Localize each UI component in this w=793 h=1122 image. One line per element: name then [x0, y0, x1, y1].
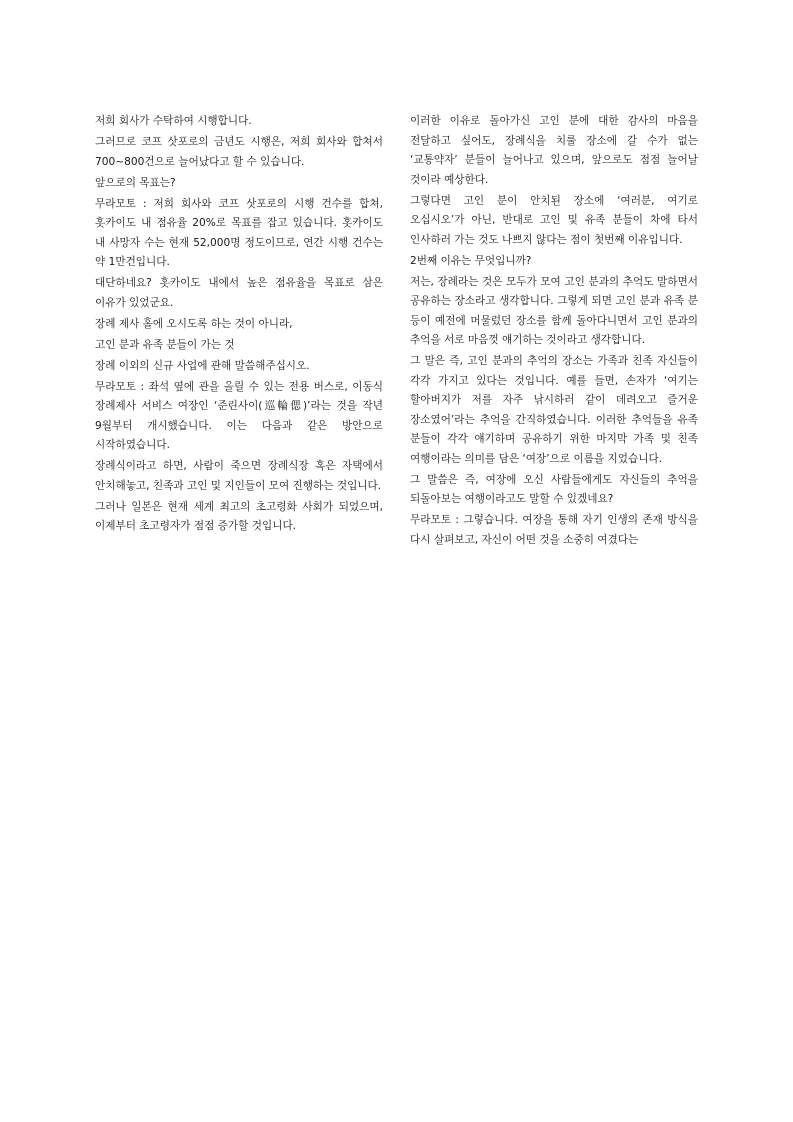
section-heading: 장례 제사 홀에 오시도록 하는 것이 아니라,: [95, 317, 293, 330]
question-heading: 2번째 이유는 무엇입니까?: [410, 254, 532, 267]
paragraph: 그러나 일본은 현재 세계 최고의 초고령화 사회가 되었으며, 이제부터 초고령자가 점점 증가할 것입니다.: [95, 500, 383, 532]
paragraph: 그렇다면 고인 분이 안치된 장소에 ‘여러분, 여기로 오십시오’가 아닌, 반대로 고인 및 유족 분들이 차에 타서 인사하러 가는 것도 나쁘지 않다는 점이 첫번째 이유입니다.: [410, 194, 698, 246]
question-heading: 장례 이외의 신규 사업에 관해 말씀해주십시오.: [95, 359, 310, 372]
paragraph: 그러므로 코프 삿포로의 금년도 시행은, 저희 회사와 합쳐서 700~800건으로 늘어났다고 할 수 있습니다.: [95, 136, 383, 168]
paragraph: 저는, 장례라는 것은 모두가 모여 고인 분과의 추억도 말하면서 공유하는 장소라고 생각합니다. 그렇게 되면 고인 분과 유족 분 등이 예전에 머물렀던 장소를 함께 돌아다니면서 고인 분과의 추억을 서로 마음껏 얘기하는 것이라고 생각합니다.: [410, 275, 698, 346]
section-heading: 고인 분과 유족 분들이 가는 것: [95, 338, 235, 351]
question-heading: 앞으로의 목표는?: [95, 176, 176, 189]
right-column: [410, 112, 698, 552]
paragraph: 그 말은 즉, 고인 분과의 추억의 장소는 가족과 친족 자신들이 각각 가지고 있다는 것입니다. 예를 들면, 손자가 ‘여기는 할아버지가 저를 자주 낚시하러 같이 데려오고 즐거운 장소였어’라는 추억을 간직하였습니다. 이러한 추억들을 유족 분들이 각각 얘기하며 공유하기 위한 마지막 가족 및 친족 여행이라는 의미를 담은 ‘여장’으로 이름을 지었습니다.: [410, 355, 698, 465]
paragraph: 무라모토 : 좌석 옆에 관을 올릴 수 있는 전용 버스로, 이동식 장례제사 서비스 여장인 ‘준린사이(巡輪偲)’라는 것을 작년 9월부터 개시했습니다. 이는 다음과 같은 방안으로 시작하였습니다.: [95, 380, 383, 451]
paragraph: 장례식이라고 하면, 사람이 죽으면 장례식장 혹은 자택에서 안치해놓고, 친족과 고인 및 지인들이 모여 진행하는 것입니다.: [95, 460, 383, 492]
left-column: [95, 112, 383, 538]
paragraph: 무라모토 : 저희 회사와 코프 삿포로의 시행 건수를 합쳐, 홋카이도 내 점유율 20%로 목표를 잡고 있습니다. 홋카이도 내 사망자 수는 현재 52,000명 정도이므로, 연간 시행 건수는 약 1만건입니다.: [95, 197, 383, 268]
question-heading: 대단하네요? 홋카이도 내에서 높은 점유율을 목표로 삼은 이유가 있었군요.: [95, 277, 383, 309]
paragraph: 이러한 이유로 돌아가신 고인 분에 대한 감사의 마음을 전달하고 싶어도, 장례식을 치룰 장소에 갈 수가 없는 ‘교통약자’ 분들이 늘어나고 있으며, 앞으로도 점점 늘어날 것이라 예상한다.: [410, 115, 698, 186]
paragraph: 저희 회사가 수탁하여 시행합니다.: [95, 115, 252, 127]
question-heading: 그 말씀은 즉, 여장에 오신 사람들에게도 자신들의 추억을 되돌아보는 여행이라고도 말할 수 있겠네요?: [410, 473, 698, 505]
paragraph: 무라모토 : 그렇습니다. 여장을 통해 자기 인생의 존재 방식을 다시 살펴보고, 자신이 어떤 것을 소중히 여겼다는: [410, 514, 698, 546]
